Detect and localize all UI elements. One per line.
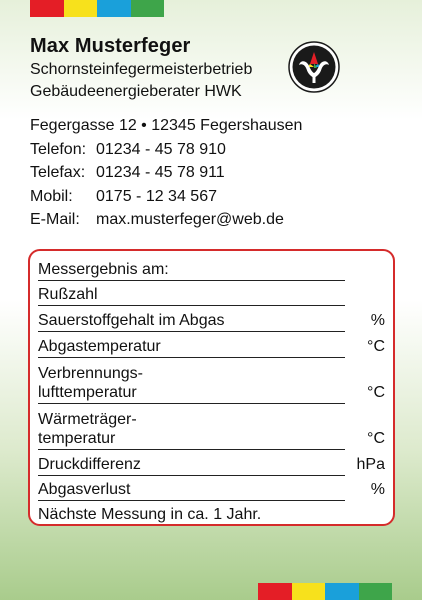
contact-block xyxy=(30,114,412,232)
email-label: E-Mail: xyxy=(30,211,80,228)
form-row-loss xyxy=(38,476,385,501)
email-address: max.musterfeger@web.de xyxy=(96,211,284,228)
mobile-label: Mobil: xyxy=(30,187,73,205)
form-row-pressure xyxy=(38,450,385,476)
form-row-carrier-temp xyxy=(38,404,385,450)
business-subtitle: Schornsteinfegermeisterbetrieb xyxy=(30,61,253,78)
color-stripe-top xyxy=(30,0,164,17)
soot-label: Rußzahl xyxy=(38,286,98,303)
air-temp-unit: °C xyxy=(367,384,385,401)
form-row-oxygen xyxy=(38,306,385,332)
air-temp-label xyxy=(38,364,143,402)
stripe-green xyxy=(131,0,165,17)
fax-label: Telefax: xyxy=(30,164,86,181)
measurement-form xyxy=(28,249,395,526)
form-row-flue-temp xyxy=(38,332,385,358)
flue-temp-unit: °C xyxy=(367,338,385,355)
oxygen-label: Sauerstoffgehalt im Abgas xyxy=(38,312,225,329)
color-stripe-bottom xyxy=(258,583,392,600)
air-temp-label-line1: Verbrennungs- xyxy=(38,365,143,382)
address-line: Fegergasse 12 • 12345 Fegershausen xyxy=(30,117,303,134)
loss-label: Abgasverlust xyxy=(38,481,131,498)
form-row-air-temp xyxy=(38,358,385,404)
phone-label: Telefon: xyxy=(30,140,87,158)
measurement-date-label: Messergebnis am: xyxy=(38,261,169,278)
form-row-date xyxy=(38,257,385,281)
stripe-blue xyxy=(325,583,359,600)
carrier-temp-label-line2: temperatur xyxy=(38,430,116,447)
fax-number: 01234 - 45 78 911 xyxy=(96,164,225,181)
next-measurement-note: Nächste Messung in ca. 1 Jahr. xyxy=(38,506,262,523)
fax-row xyxy=(30,161,412,185)
stripe-red xyxy=(30,0,64,17)
mobile-number: 0175 - 12 34 567 xyxy=(96,187,217,205)
business-header xyxy=(30,36,402,103)
business-qualification: Gebäudeenergieberater HWK xyxy=(30,83,242,100)
stripe-red xyxy=(258,583,292,600)
oxygen-unit: % xyxy=(370,312,385,329)
flue-temp-label: Abgastemperatur xyxy=(38,338,161,355)
form-row-soot xyxy=(38,281,385,306)
air-temp-label-line2: lufttemperatur xyxy=(38,384,137,401)
phone-number: 01234 - 45 78 910 xyxy=(96,140,226,158)
stripe-green xyxy=(359,583,393,600)
email-row xyxy=(30,208,412,232)
mobile-row xyxy=(30,185,412,209)
carrier-temp-label xyxy=(38,410,137,448)
chimney-sweep-guild-emblem-icon xyxy=(288,41,340,93)
pressure-unit: hPa xyxy=(356,456,385,473)
stripe-yellow xyxy=(64,0,98,17)
carrier-temp-unit: °C xyxy=(367,430,385,447)
stripe-blue xyxy=(97,0,131,17)
form-row-next xyxy=(38,501,385,526)
carrier-temp-label-line1: Wärmeträger- xyxy=(38,411,137,428)
pressure-label: Druckdifferenz xyxy=(38,456,141,473)
business-name: Max Musterfeger xyxy=(30,35,191,57)
stripe-yellow xyxy=(292,583,326,600)
phone-row xyxy=(30,138,412,162)
loss-unit: % xyxy=(370,481,385,498)
